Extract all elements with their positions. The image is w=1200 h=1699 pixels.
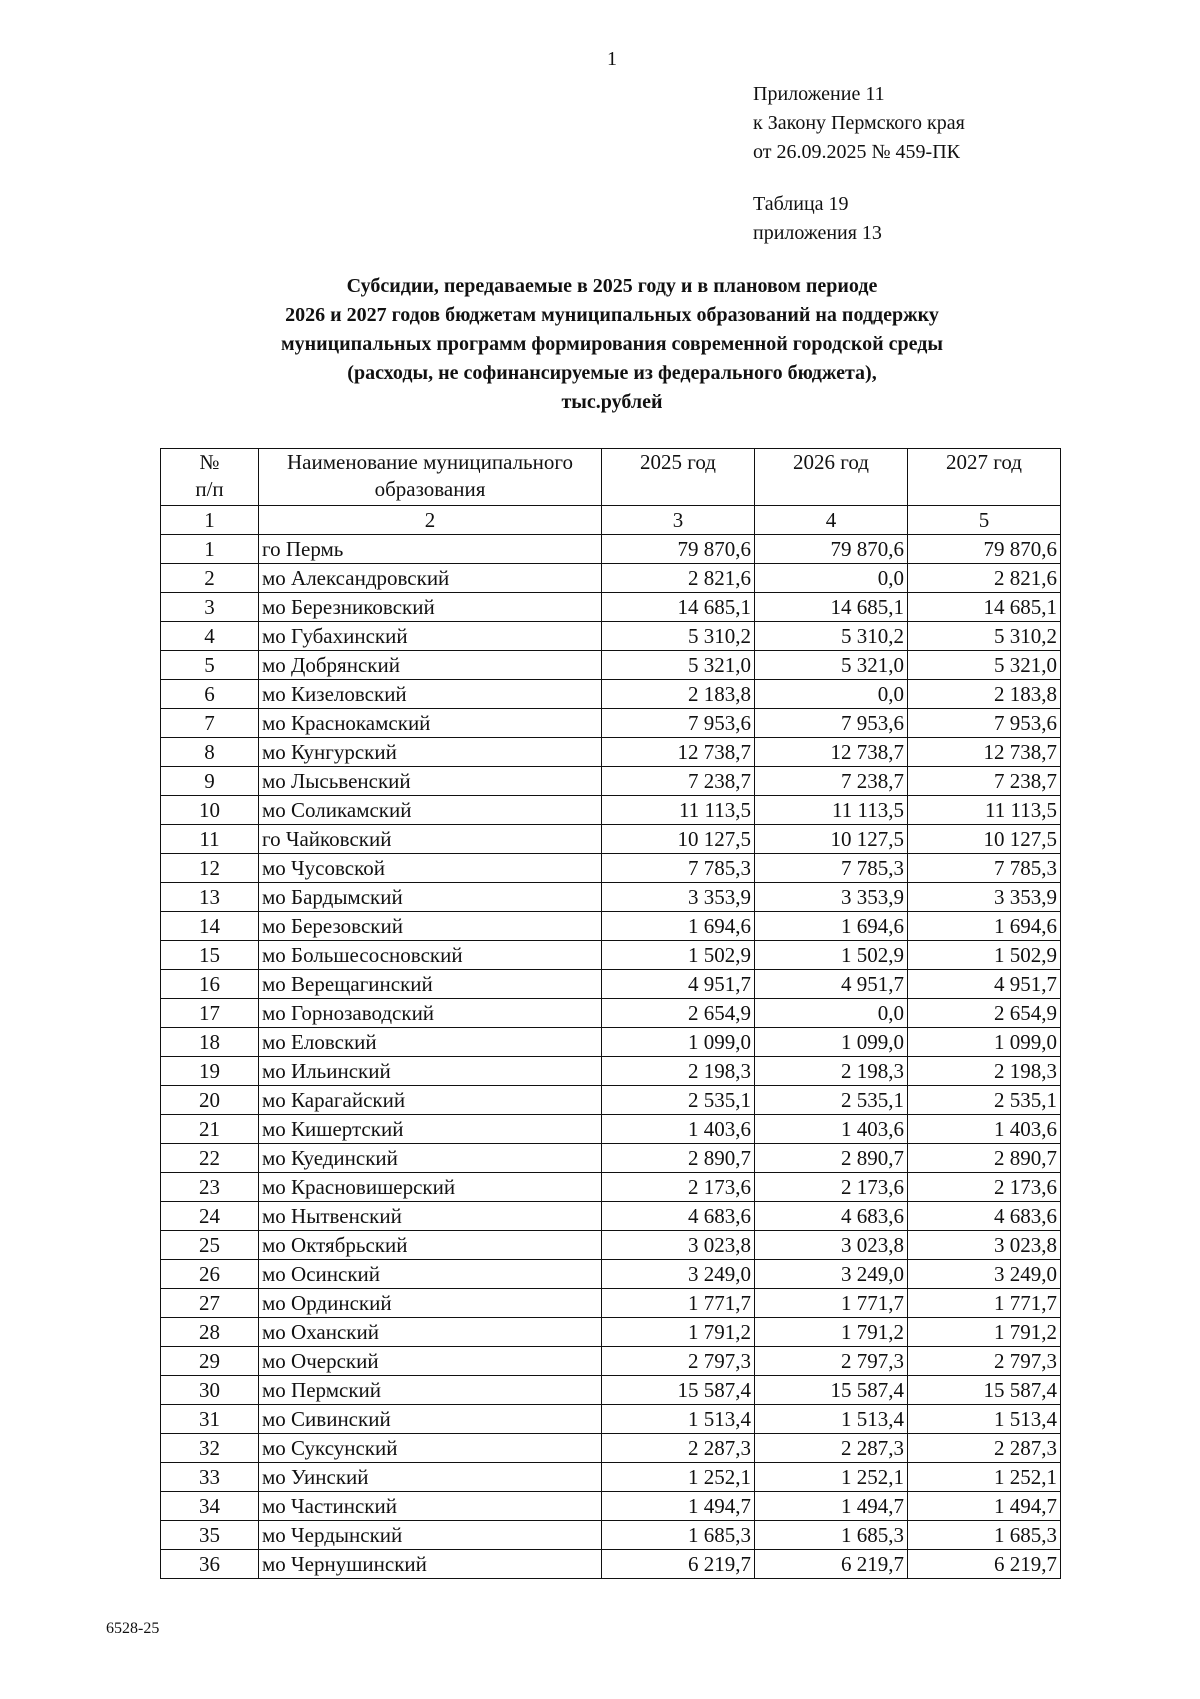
- amount-2026: 1 771,7: [755, 1289, 908, 1318]
- amount-2025: 14 685,1: [602, 593, 755, 622]
- amount-2027: 4 951,7: [908, 970, 1061, 999]
- amount-2027: 1 685,3: [908, 1521, 1061, 1550]
- municipality-name: мо Лысьвенский: [259, 767, 602, 796]
- amount-2026: 0,0: [755, 999, 908, 1028]
- municipality-name: мо Частинский: [259, 1492, 602, 1521]
- municipality-name: мо Александровский: [259, 564, 602, 593]
- row-number: 1: [161, 535, 259, 564]
- row-number: 33: [161, 1463, 259, 1492]
- amount-2025: 12 738,7: [602, 738, 755, 767]
- amount-2026: 1 513,4: [755, 1405, 908, 1434]
- municipality-name: мо Осинский: [259, 1260, 602, 1289]
- table-row: [161, 883, 1061, 912]
- municipality-name: мо Очерский: [259, 1347, 602, 1376]
- amount-2027: 2 173,6: [908, 1173, 1061, 1202]
- header-name-line: Наименование муниципального: [287, 450, 573, 474]
- row-number: 12: [161, 854, 259, 883]
- table-row: [161, 1057, 1061, 1086]
- row-number: 19: [161, 1057, 259, 1086]
- amount-2026: 12 738,7: [755, 738, 908, 767]
- amount-2025: 7 953,6: [602, 709, 755, 738]
- appendix-reference: [753, 80, 965, 167]
- table-row: [161, 1492, 1061, 1521]
- amount-2027: 3 249,0: [908, 1260, 1061, 1289]
- municipality-name: мо Уинский: [259, 1463, 602, 1492]
- title-line: муниципальных программ формирования современной городской среды: [280, 333, 944, 355]
- municipality-name: мо Кишертский: [259, 1115, 602, 1144]
- header-number-line: п/п: [195, 477, 224, 501]
- amount-2026: 1 403,6: [755, 1115, 908, 1144]
- table-row: [161, 970, 1061, 999]
- row-number: 8: [161, 738, 259, 767]
- row-number: 30: [161, 1376, 259, 1405]
- table-row: [161, 738, 1061, 767]
- header-number: [161, 449, 259, 506]
- appendix-line: от 26.09.2025 № 459-ПК: [753, 141, 961, 163]
- amount-2025: 7 785,3: [602, 854, 755, 883]
- amount-2027: 1 494,7: [908, 1492, 1061, 1521]
- municipality-name: мо Ильинский: [259, 1057, 602, 1086]
- amount-2026: 1 494,7: [755, 1492, 908, 1521]
- table-ref-line: приложения 13: [753, 222, 882, 244]
- column-number: 2: [259, 506, 602, 535]
- amount-2026: 2 797,3: [755, 1347, 908, 1376]
- amount-2027: 5 310,2: [908, 622, 1061, 651]
- amount-2025: 1 502,9: [602, 941, 755, 970]
- table-row: [161, 912, 1061, 941]
- municipality-name: мо Ординский: [259, 1289, 602, 1318]
- municipality-name: мо Березниковский: [259, 593, 602, 622]
- header-2027: 2027 год: [908, 449, 1061, 506]
- row-number: 34: [161, 1492, 259, 1521]
- amount-2026: 6 219,7: [755, 1550, 908, 1579]
- table-row: [161, 535, 1061, 564]
- municipality-name: мо Чусовской: [259, 854, 602, 883]
- table-row: [161, 1376, 1061, 1405]
- row-number: 23: [161, 1173, 259, 1202]
- table-row: [161, 1144, 1061, 1173]
- column-number: 5: [908, 506, 1061, 535]
- amount-2027: 10 127,5: [908, 825, 1061, 854]
- amount-2027: 7 238,7: [908, 767, 1061, 796]
- table-reference: [753, 190, 882, 248]
- amount-2025: 2 535,1: [602, 1086, 755, 1115]
- row-number: 31: [161, 1405, 259, 1434]
- municipality-name: мо Чернушинский: [259, 1550, 602, 1579]
- municipality-name: мо Чердынский: [259, 1521, 602, 1550]
- municipality-name: мо Добрянский: [259, 651, 602, 680]
- amount-2025: 79 870,6: [602, 535, 755, 564]
- amount-2027: 2 287,3: [908, 1434, 1061, 1463]
- amount-2025: 2 198,3: [602, 1057, 755, 1086]
- municipality-name: мо Губахинский: [259, 622, 602, 651]
- amount-2025: 5 310,2: [602, 622, 755, 651]
- amount-2025: 6 219,7: [602, 1550, 755, 1579]
- amount-2025: 2 173,6: [602, 1173, 755, 1202]
- amount-2026: 1 685,3: [755, 1521, 908, 1550]
- municipality-name: мо Пермский: [259, 1376, 602, 1405]
- amount-2027: 2 654,9: [908, 999, 1061, 1028]
- amount-2025: 2 654,9: [602, 999, 755, 1028]
- row-number: 2: [161, 564, 259, 593]
- amount-2026: 1 252,1: [755, 1463, 908, 1492]
- amount-2027: 2 797,3: [908, 1347, 1061, 1376]
- municipality-name: мо Куединский: [259, 1144, 602, 1173]
- amount-2026: 79 870,6: [755, 535, 908, 564]
- municipality-name: мо Карагайский: [259, 1086, 602, 1115]
- amount-2026: 2 890,7: [755, 1144, 908, 1173]
- row-number: 17: [161, 999, 259, 1028]
- municipality-name: мо Краснокамский: [259, 709, 602, 738]
- table-row: [161, 1434, 1061, 1463]
- amount-2026: 3 249,0: [755, 1260, 908, 1289]
- table-row: [161, 1289, 1061, 1318]
- municipality-name: мо Соликамский: [259, 796, 602, 825]
- amount-2026: 1 099,0: [755, 1028, 908, 1057]
- amount-2026: 11 113,5: [755, 796, 908, 825]
- row-number: 16: [161, 970, 259, 999]
- header-2026: 2026 год: [755, 449, 908, 506]
- table-row: [161, 1347, 1061, 1376]
- table-row: [161, 1463, 1061, 1492]
- municipality-name: мо Красновишерский: [259, 1173, 602, 1202]
- document-code: 6528-25: [106, 1620, 160, 1637]
- amount-2025: 3 249,0: [602, 1260, 755, 1289]
- amount-2025: 7 238,7: [602, 767, 755, 796]
- municipality-name: мо Большесосновский: [259, 941, 602, 970]
- municipality-name: мо Нытвенский: [259, 1202, 602, 1231]
- amount-2025: 1 685,3: [602, 1521, 755, 1550]
- amount-2027: 5 321,0: [908, 651, 1061, 680]
- municipality-name: мо Еловский: [259, 1028, 602, 1057]
- column-number: 3: [602, 506, 755, 535]
- amount-2027: 2 890,7: [908, 1144, 1061, 1173]
- amount-2026: 7 238,7: [755, 767, 908, 796]
- amount-2025: 15 587,4: [602, 1376, 755, 1405]
- amount-2026: 1 502,9: [755, 941, 908, 970]
- amount-2025: 11 113,5: [602, 796, 755, 825]
- table-row: [161, 1231, 1061, 1260]
- amount-2026: 0,0: [755, 680, 908, 709]
- amount-2025: 1 771,7: [602, 1289, 755, 1318]
- amount-2026: 2 198,3: [755, 1057, 908, 1086]
- amount-2027: 2 183,8: [908, 680, 1061, 709]
- amount-2026: 0,0: [755, 564, 908, 593]
- table-row: [161, 796, 1061, 825]
- amount-2027: 12 738,7: [908, 738, 1061, 767]
- header-name: [259, 449, 602, 506]
- table-row: [161, 825, 1061, 854]
- amount-2027: 1 099,0: [908, 1028, 1061, 1057]
- column-numbers-row: [161, 506, 1061, 535]
- row-number: 15: [161, 941, 259, 970]
- table-row: [161, 767, 1061, 796]
- amount-2027: 4 683,6: [908, 1202, 1061, 1231]
- amount-2026: 2 535,1: [755, 1086, 908, 1115]
- row-number: 36: [161, 1550, 259, 1579]
- municipality-name: мо Березовский: [259, 912, 602, 941]
- row-number: 29: [161, 1347, 259, 1376]
- row-number: 26: [161, 1260, 259, 1289]
- row-number: 3: [161, 593, 259, 622]
- table-row: [161, 1202, 1061, 1231]
- table-row: [161, 564, 1061, 593]
- amount-2025: 4 951,7: [602, 970, 755, 999]
- table-row: [161, 1318, 1061, 1347]
- table-row: [161, 651, 1061, 680]
- row-number: 10: [161, 796, 259, 825]
- table-row: [161, 999, 1061, 1028]
- header-name-line: образования: [374, 477, 486, 501]
- row-number: 14: [161, 912, 259, 941]
- amount-2027: 3 023,8: [908, 1231, 1061, 1260]
- row-number: 4: [161, 622, 259, 651]
- amount-2027: 1 403,6: [908, 1115, 1061, 1144]
- amount-2025: 3 353,9: [602, 883, 755, 912]
- amount-2025: 1 513,4: [602, 1405, 755, 1434]
- amount-2025: 4 683,6: [602, 1202, 755, 1231]
- amount-2026: 4 683,6: [755, 1202, 908, 1231]
- amount-2026: 14 685,1: [755, 593, 908, 622]
- table-body: [161, 535, 1061, 1579]
- amount-2025: 5 321,0: [602, 651, 755, 680]
- amount-2027: 1 513,4: [908, 1405, 1061, 1434]
- municipality-name: мо Октябрьский: [259, 1231, 602, 1260]
- table-header-row: [161, 449, 1061, 506]
- page-number: 1: [607, 48, 617, 70]
- appendix-line: к Закону Пермского края: [753, 112, 965, 134]
- amount-2026: 2 173,6: [755, 1173, 908, 1202]
- amount-2027: 3 353,9: [908, 883, 1061, 912]
- table-row: [161, 709, 1061, 738]
- municipality-name: мо Оханский: [259, 1318, 602, 1347]
- municipality-name: мо Бардымский: [259, 883, 602, 912]
- amount-2026: 7 785,3: [755, 854, 908, 883]
- amount-2027: 7 785,3: [908, 854, 1061, 883]
- municipality-name: го Чайковский: [259, 825, 602, 854]
- table-row: [161, 1521, 1061, 1550]
- amount-2026: 4 951,7: [755, 970, 908, 999]
- table-row: [161, 854, 1061, 883]
- table-row: [161, 622, 1061, 651]
- amount-2027: 7 953,6: [908, 709, 1061, 738]
- amount-2027: 2 198,3: [908, 1057, 1061, 1086]
- row-number: 28: [161, 1318, 259, 1347]
- row-number: 6: [161, 680, 259, 709]
- amount-2025: 10 127,5: [602, 825, 755, 854]
- row-number: 5: [161, 651, 259, 680]
- municipality-name: мо Горнозаводский: [259, 999, 602, 1028]
- municipality-name: мо Кунгурский: [259, 738, 602, 767]
- amount-2026: 10 127,5: [755, 825, 908, 854]
- amount-2027: 1 771,7: [908, 1289, 1061, 1318]
- column-number: 1: [161, 506, 259, 535]
- municipality-name: мо Суксунский: [259, 1434, 602, 1463]
- amount-2025: 1 791,2: [602, 1318, 755, 1347]
- header-number-line: №: [199, 450, 220, 474]
- table-row: [161, 1028, 1061, 1057]
- table-row: [161, 593, 1061, 622]
- amount-2025: 1 099,0: [602, 1028, 755, 1057]
- amount-2027: 1 694,6: [908, 912, 1061, 941]
- amount-2027: 1 252,1: [908, 1463, 1061, 1492]
- amount-2026: 3 353,9: [755, 883, 908, 912]
- amount-2026: 2 287,3: [755, 1434, 908, 1463]
- municipality-name: мо Кизеловский: [259, 680, 602, 709]
- table-row: [161, 1115, 1061, 1144]
- amount-2027: 79 870,6: [908, 535, 1061, 564]
- row-number: 22: [161, 1144, 259, 1173]
- amount-2027: 15 587,4: [908, 1376, 1061, 1405]
- amount-2027: 11 113,5: [908, 796, 1061, 825]
- row-number: 13: [161, 883, 259, 912]
- row-number: 20: [161, 1086, 259, 1115]
- amount-2027: 14 685,1: [908, 593, 1061, 622]
- amount-2025: 1 494,7: [602, 1492, 755, 1521]
- amount-2026: 1 791,2: [755, 1318, 908, 1347]
- municipality-name: мо Сивинский: [259, 1405, 602, 1434]
- title-line: 2026 и 2027 годов бюджетам муниципальных образований на поддержку: [285, 304, 939, 326]
- table-row: [161, 1260, 1061, 1289]
- title-line: тыс.рублей: [561, 391, 663, 413]
- amount-2025: 1 252,1: [602, 1463, 755, 1492]
- amount-2025: 1 403,6: [602, 1115, 755, 1144]
- table-row: [161, 1086, 1061, 1115]
- table-ref-line: Таблица 19: [753, 193, 849, 215]
- amount-2026: 5 310,2: [755, 622, 908, 651]
- table-row: [161, 680, 1061, 709]
- title-line: Субсидии, передаваемые в 2025 году и в плановом периоде: [346, 275, 878, 297]
- table-row: [161, 1173, 1061, 1202]
- title-line: (расходы, не софинансируемые из федерального бюджета),: [347, 362, 877, 384]
- amount-2025: 2 183,8: [602, 680, 755, 709]
- municipality-name: мо Верещагинский: [259, 970, 602, 999]
- amount-2026: 1 694,6: [755, 912, 908, 941]
- amount-2027: 6 219,7: [908, 1550, 1061, 1579]
- row-number: 32: [161, 1434, 259, 1463]
- amount-2027: 1 502,9: [908, 941, 1061, 970]
- amount-2026: 7 953,6: [755, 709, 908, 738]
- amount-2025: 2 890,7: [602, 1144, 755, 1173]
- amount-2026: 15 587,4: [755, 1376, 908, 1405]
- row-number: 35: [161, 1521, 259, 1550]
- municipality-name: го Пермь: [259, 535, 602, 564]
- amount-2025: 2 821,6: [602, 564, 755, 593]
- table-row: [161, 1405, 1061, 1434]
- amount-2027: 2 535,1: [908, 1086, 1061, 1115]
- row-number: 18: [161, 1028, 259, 1057]
- amount-2025: 2 797,3: [602, 1347, 755, 1376]
- amount-2027: 2 821,6: [908, 564, 1061, 593]
- appendix-line: Приложение 11: [753, 83, 885, 105]
- document-title: [200, 272, 1024, 417]
- amount-2026: 5 321,0: [755, 651, 908, 680]
- row-number: 9: [161, 767, 259, 796]
- table-row: [161, 941, 1061, 970]
- subsidies-table: [160, 448, 1061, 1579]
- row-number: 27: [161, 1289, 259, 1318]
- amount-2025: 1 694,6: [602, 912, 755, 941]
- table-row: [161, 1550, 1061, 1579]
- amount-2025: 3 023,8: [602, 1231, 755, 1260]
- row-number: 7: [161, 709, 259, 738]
- row-number: 11: [161, 825, 259, 854]
- amount-2027: 1 791,2: [908, 1318, 1061, 1347]
- header-2025: 2025 год: [602, 449, 755, 506]
- row-number: 24: [161, 1202, 259, 1231]
- column-number: 4: [755, 506, 908, 535]
- amount-2025: 2 287,3: [602, 1434, 755, 1463]
- row-number: 21: [161, 1115, 259, 1144]
- amount-2026: 3 023,8: [755, 1231, 908, 1260]
- row-number: 25: [161, 1231, 259, 1260]
